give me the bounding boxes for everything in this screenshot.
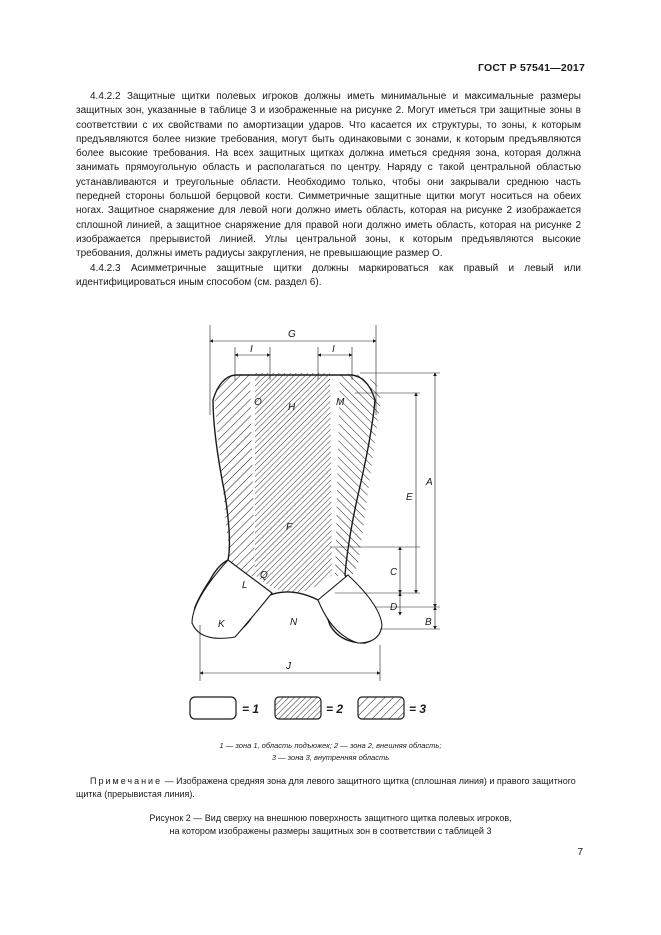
legend-caption xyxy=(0,740,661,764)
paragraph-4-4-2-2: 4.4.2.2 Защитные щитки полевых игроков должны иметь минимальные и максимальные размеры защитных зон, указанные в таблице 3 и изображенные на рисунке 2. Могут иметься три защитные зоны в соответствии с их свойствами по амортизации ударов. Что касается их структуры, то зоны, к которым предъявляются более низкие требования, могут быть одинаковыми с зонами, к которым предъявляются более высокие требования. На всех защитных щитках должна иметься средняя зона, которая должна занимать прямоугольную область и располагаться по центру. Наряду с такой центральной областью устанавливаются и треугольные области. Необходимо только, чтобы они закрывали среднюю часть передней стороны большой берцовой кости. Симметричные защитные щитки могут носиться на обеих ногах. Защитное снаряжение для левой ноги должно иметь область, которая на рисунке 2 изображается сплошной линией, а защитное снаряжение для правой ноги должно иметь область, которая на рисунке 2 изображается прерывистой линией. Углы центральной зоны, к которым предъявляются высокие требования, должны иметь радиусы закругления, не превышающие размер O. xyxy=(76,91,581,260)
dim-L: L xyxy=(242,580,248,591)
shin-guard-drawing xyxy=(180,325,480,725)
dim-N: N xyxy=(290,617,298,628)
figure-caption xyxy=(0,812,661,838)
paragraph-4-4-2-3: 4.4.2.3 Асимметричные защитные щитки должны маркироваться как правый и левый или идентифицироваться иным способом (см. раздел 6). xyxy=(76,262,581,288)
dim-K: K xyxy=(218,619,225,630)
dim-O: O xyxy=(254,397,262,408)
figure-caption-line2: на котором изображены размеры защитных зон в соответствии с таблицей 3 xyxy=(169,826,492,836)
legend-swatch-zone1 xyxy=(190,697,236,719)
legend-swatch-zone3 xyxy=(358,697,404,719)
dim-C: C xyxy=(390,567,398,578)
legend xyxy=(190,697,426,719)
legend-label-zone1: = 1 xyxy=(242,702,260,716)
legend-caption-line2: 3 — зона 3, внутренняя область xyxy=(271,753,390,762)
dim-E: E xyxy=(406,492,413,503)
dim-J: J xyxy=(286,661,291,672)
dim-F: F xyxy=(286,522,293,533)
figure-note xyxy=(76,775,581,801)
legend-swatch-zone2 xyxy=(275,697,321,719)
right-flap xyxy=(318,575,382,643)
dim-B: B xyxy=(425,617,432,628)
document-id: ГОСТ Р 57541—2017 xyxy=(477,62,585,74)
dim-H: H xyxy=(288,402,296,413)
dim-D: D xyxy=(390,602,398,613)
dim-M: M xyxy=(336,397,345,408)
note-text: — Изображена средняя зона для левого защитного щитка (сплошная линия) и правого защитного щитка (прерывистая линия). xyxy=(76,776,576,799)
body-text xyxy=(76,90,581,290)
page-number: 7 xyxy=(577,847,583,858)
dim-A: A xyxy=(426,477,433,488)
dim-Q: Q xyxy=(260,570,268,581)
dim-I-left: I xyxy=(250,344,253,355)
legend-caption-line1: 1 — зона 1, область подъюжек; 2 — зона 2, внешняя область; xyxy=(219,741,442,750)
dim-I-right: I xyxy=(332,344,335,355)
figure-caption-line1: Рисунок 2 — Вид сверху на внешнюю поверхность защитного щитка полевых игроков, xyxy=(149,813,512,823)
dim-G: G xyxy=(288,329,296,340)
figure-2 xyxy=(180,325,480,725)
legend-label-zone2: = 2 xyxy=(326,702,344,716)
outer-zone-left xyxy=(215,373,255,580)
note-label: Примечание xyxy=(90,776,163,786)
legend-label-zone3: = 3 xyxy=(409,702,427,716)
